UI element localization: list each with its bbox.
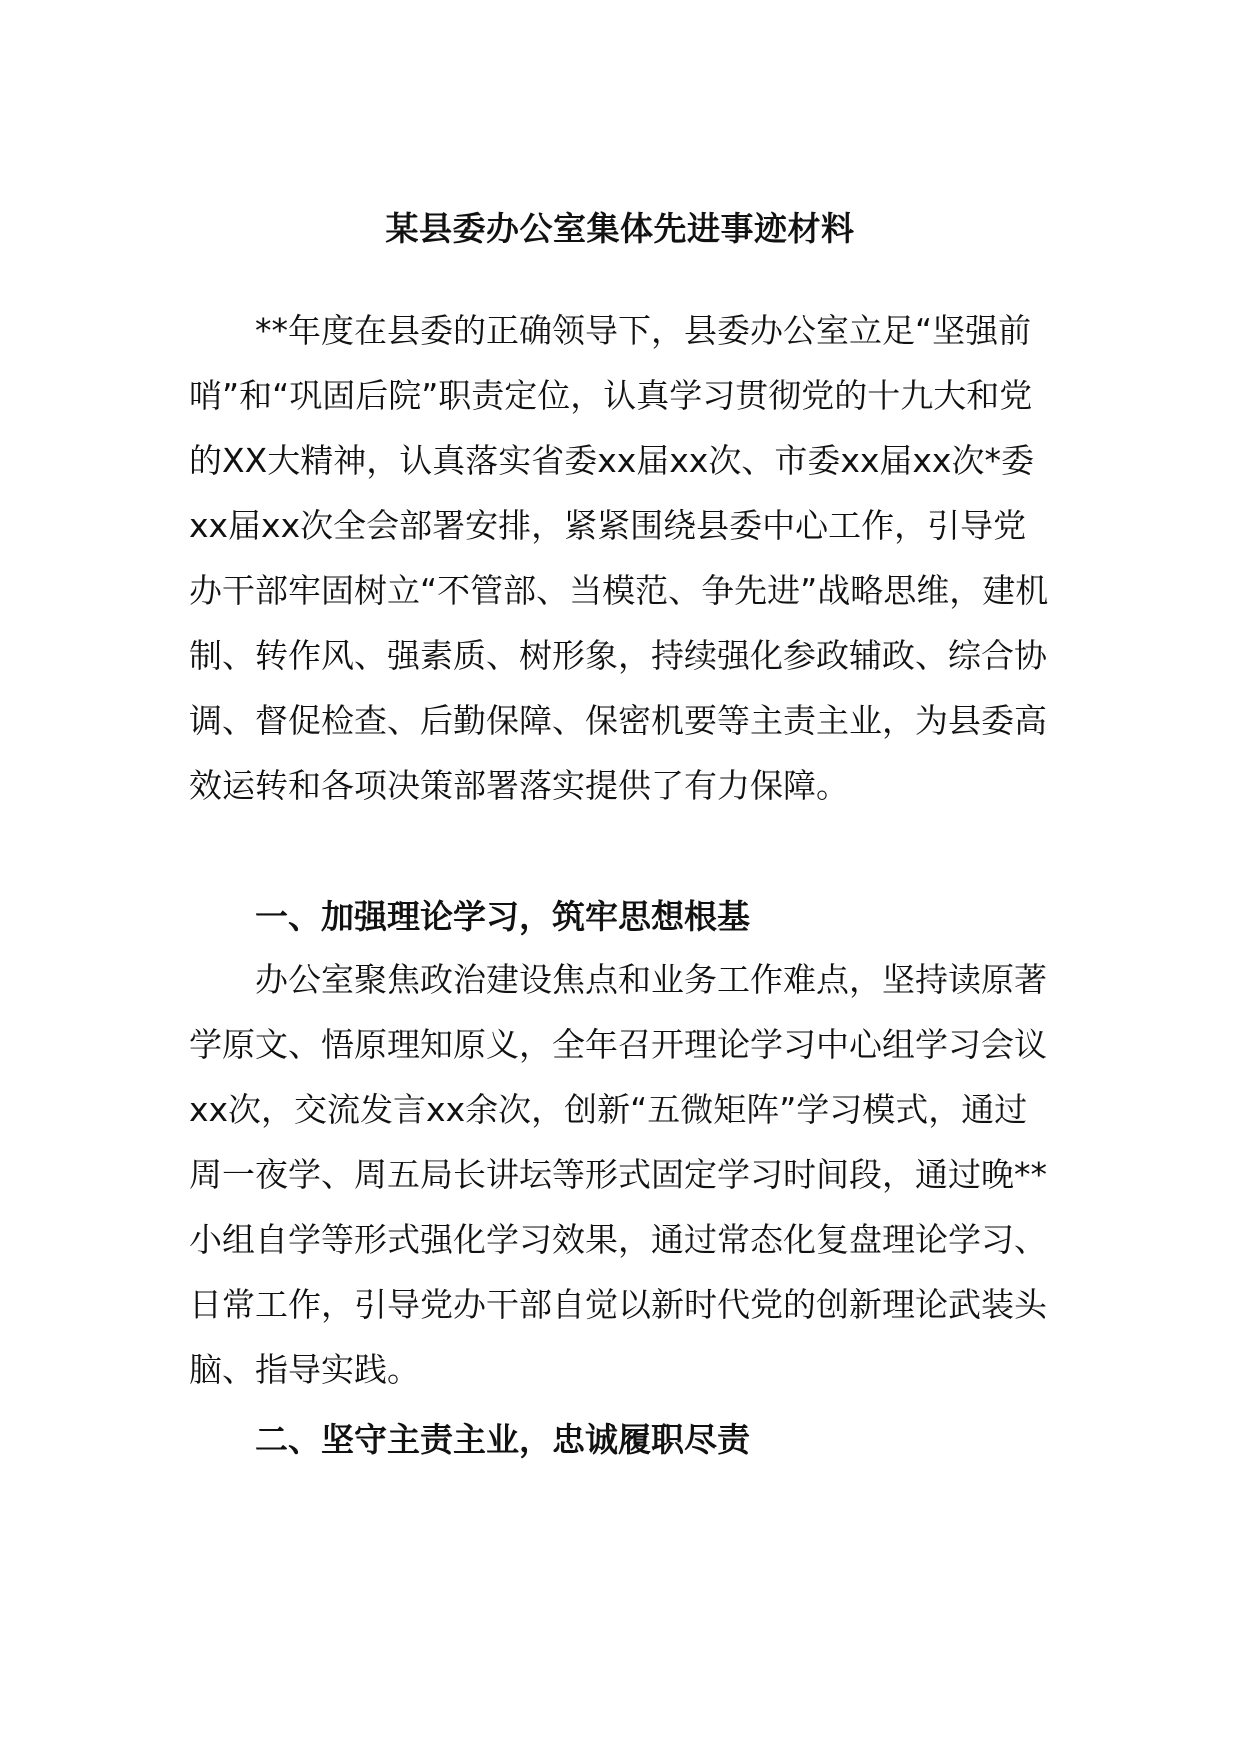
section-heading-2: 二、坚守主责主业，忠诚履职尽责 xyxy=(255,1420,750,1459)
section-1-paragraph-text: 办公室聚焦政治建设焦点和业务工作难点，坚持读原著学原文、悟原理知原义，全年召开理论学习中心组学习会议xx次，交流发言xx余次，创新“五微矩阵”学习模式，通过周一夜学、周五局长讲坛等形式固定学习时间段，通过晚**小组自学等形式强化学习效果，通过常态化复盘理论学习、日常工作，引导党办干部自觉以新时代党的创新理论武装头脑、指导实践。 xyxy=(189,960,1047,1389)
section-heading-1: 一、加强理论学习，筑牢思想根基 xyxy=(255,897,750,936)
section-1-paragraph xyxy=(189,947,1059,1402)
intro-paragraph xyxy=(189,298,1059,818)
intro-paragraph-text: **年度在县委的正确领导下，县委办公室立足“坚强前哨”和“巩固后院”职责定位，认真学习贯彻党的十九大和党的XX大精神，认真落实省委xx届xx次、市委xx届xx次*委xx届xx次全会部署安排，紧紧围绕县委中心工作，引导党办干部牢固树立“不管部、当模范、争先进”战略思维，建机制、转作风、强素质、树形象，持续强化参政辅政、综合协调、督促检查、后勤保障、保密机要等主责主业，为县委高效运转和各项决策部署落实提供了有力保障。 xyxy=(189,311,1049,805)
document-title: 某县委办公室集体先进事迹材料 xyxy=(385,209,855,248)
